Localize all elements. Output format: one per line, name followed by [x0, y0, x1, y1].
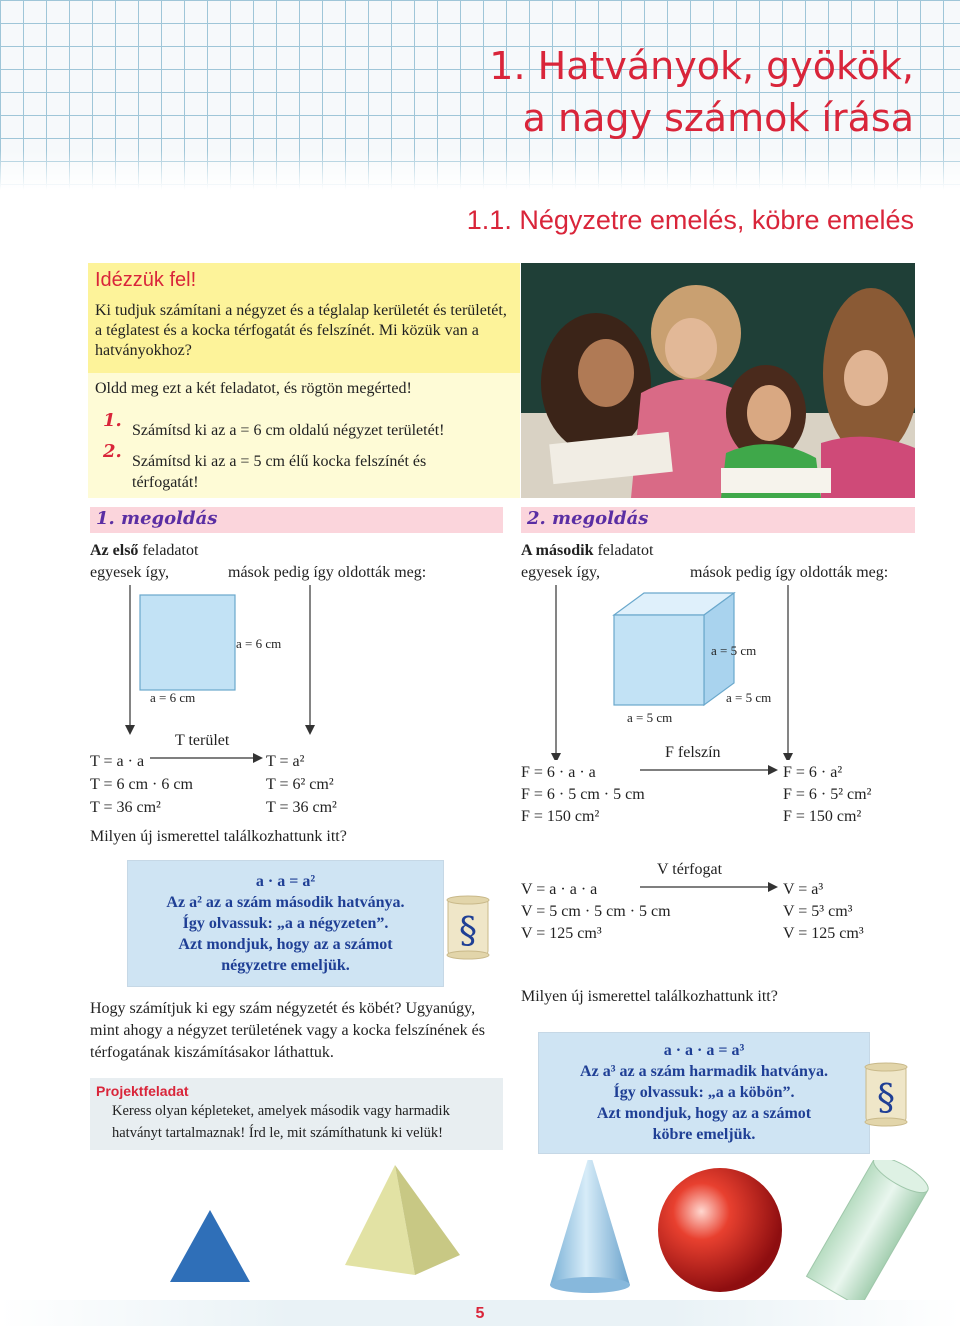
- project-text: Keress olyan képleteket, amelyek második vagy harmadik hatványt tartalmaznak! Írd le, mit számíthatunk ki velük!: [112, 1103, 450, 1141]
- square-rule-line-1: a · a = a²: [255, 873, 316, 890]
- square-rule-line-3: Így olvassuk: „a a négyzeten”.: [182, 915, 389, 932]
- surface-formula-left-2: F = 6 · 5 cm · 5 cm: [521, 786, 645, 803]
- cube-bottom-label: a = 5 cm: [627, 710, 673, 725]
- task-2-text: [132, 451, 477, 493]
- area-formula-left-1: T = a · a: [90, 753, 145, 770]
- solution-2-intro-bold: A második: [521, 542, 594, 559]
- solution-1-intro-rest: feladatot: [138, 542, 199, 559]
- triangle-shape: [170, 1210, 250, 1282]
- solution-1-intro-bold: Az első: [90, 542, 139, 559]
- solution-1-header: [90, 507, 503, 533]
- surface-formula-left-1: F = 6 · a · a: [521, 764, 596, 781]
- solution-2-header: [521, 507, 915, 533]
- solution-2-col1: egyesek így,: [521, 564, 600, 581]
- recall-box: [88, 263, 520, 373]
- svg-text:§: §: [877, 1078, 895, 1119]
- paragraph-scroll-icon: [442, 895, 494, 960]
- recall-heading: Idézzük fel!: [95, 269, 197, 291]
- cube-rule-line-4: Azt mondjuk, hogy az a számot: [596, 1105, 812, 1122]
- volume-formula-left-1: V = a · a · a: [521, 881, 598, 898]
- surface-formula-right-3: F = 150 cm²: [783, 808, 862, 825]
- cube-rule-line-5: köbre emeljük.: [652, 1126, 756, 1143]
- square-side-bottom-label: a = 6 cm: [150, 690, 196, 705]
- cube-side-right-label: a = 5 cm: [711, 643, 757, 658]
- cube-rule-box: [538, 1032, 870, 1154]
- volume-formula-left-3: V = 125 cm³: [521, 925, 602, 942]
- solution-2-heading: 2. megoldás: [527, 508, 649, 529]
- task-number-1: 1.: [103, 410, 122, 431]
- cube-rule-line-1: a · a · a = a³: [663, 1042, 745, 1059]
- cube-rule-text: [539, 1040, 869, 1145]
- area-formula-right-2: T = 6² cm²: [266, 776, 334, 793]
- square-rule-line-5: négyzetre emeljük.: [221, 957, 350, 974]
- surface-formula-right-2: F = 6 · 5² cm²: [783, 786, 872, 803]
- volume-formulas-right: [783, 879, 864, 945]
- cylinder-shape: [807, 1160, 933, 1300]
- chapter-title: [489, 40, 914, 144]
- classroom-photo: [521, 263, 915, 498]
- solution-2-intro: [521, 540, 653, 562]
- svg-text:§: §: [459, 911, 477, 952]
- area-formulas-left: [90, 750, 193, 819]
- solution-1-heading: 1. megoldás: [96, 508, 218, 529]
- cube-rule-line-2: Az a³ az a szám harmadik hatványa.: [580, 1063, 828, 1080]
- cube-depth-label: a = 5 cm: [726, 690, 772, 705]
- solution-1-intro: [90, 540, 198, 562]
- task-1-text: Számítsd ki az a = 6 cm oldalú négyzet területét!: [132, 422, 445, 439]
- task-number-2: 2.: [103, 441, 122, 462]
- tasks-intro: Oldd meg ezt a két feladatot, és rögtön megérted!: [95, 380, 412, 397]
- solution-1-paragraph: Hogy számítjuk ki egy szám négyzetét és köbét? Ugyanúgy, mint ahogy a négyzet területének vagy a kocka felszínének és térfogatának kiszámításakor láthattuk.: [90, 1000, 485, 1061]
- sphere-shape: [658, 1168, 782, 1292]
- surface-label: F felszín: [665, 744, 721, 761]
- area-label: T terület: [175, 732, 230, 749]
- solution-2-question: Milyen új ismerettel találkozhattunk itt?: [521, 988, 778, 1005]
- page-number: 5: [475, 1305, 485, 1322]
- surface-formula-left-3: F = 150 cm²: [521, 808, 600, 825]
- cone-shape: [550, 1160, 630, 1293]
- volume-label: V térfogat: [657, 861, 723, 878]
- paragraph-scroll-icon: [860, 1062, 912, 1127]
- surface-formula-right-1: F = 6 · a²: [783, 764, 843, 781]
- grid-fade: [0, 150, 960, 190]
- task-2-text-content: Számítsd ki az a = 5 cm élű kocka felszínét és térfogatát!: [132, 453, 427, 491]
- pyramid-shape: [345, 1165, 460, 1275]
- solution-2-col2: mások pedig így oldották meg:: [690, 564, 889, 581]
- classroom-photo-illustration: [521, 263, 915, 498]
- square-rule-text: [128, 871, 443, 976]
- area-formula-right-3: T = 36 cm²: [266, 799, 337, 816]
- volume-formula-right-3: V = 125 cm³: [783, 925, 864, 942]
- square-rule-line-4: Azt mondjuk, hogy az a számot: [178, 936, 393, 953]
- solution-2-intro-rest: feladatot: [593, 542, 654, 559]
- volume-formula-right-2: V = 5³ cm³: [783, 903, 853, 920]
- chapter-title-line1: 1. Hatványok, gyökök,: [489, 44, 914, 88]
- square-diagram: [90, 585, 510, 735]
- square-side-right-label: a = 6 cm: [236, 636, 282, 651]
- chapter-title-line2: a nagy számok írása: [522, 96, 914, 140]
- solution-1-col2: mások pedig így oldották meg:: [228, 564, 427, 581]
- surface-formulas-right: [783, 762, 871, 828]
- recall-text: Ki tudjuk számítani a négyzet és a téglalap kerületét és területét, a téglatest és a kocka térfogatát és felszínét. Mi közük van a hatványokhoz?: [95, 302, 507, 359]
- geometric-solids-illustration: [0, 1160, 960, 1300]
- project-box: [90, 1078, 503, 1150]
- area-formula-left-3: T = 36 cm²: [90, 799, 161, 816]
- volume-formula-right-1: V = a³: [783, 881, 824, 898]
- surface-formulas-left: [521, 762, 645, 828]
- square-rule-box: [127, 860, 444, 987]
- section-title: 1.1. Négyzetre emelés, köbre emelés: [466, 205, 914, 235]
- cube-rule-line-3: Így olvassuk: „a a köbön”.: [613, 1084, 795, 1101]
- project-heading: Projektfeladat: [96, 1083, 189, 1099]
- volume-formulas-left: [521, 879, 671, 945]
- area-formulas-right: [266, 750, 337, 819]
- area-formula-right-1: T = a²: [266, 753, 305, 770]
- surface-arrow: [640, 764, 780, 776]
- cube-diagram: [521, 585, 921, 760]
- square-shape: [140, 595, 235, 690]
- solution-1-col1: egyesek így,: [90, 564, 169, 581]
- area-formula-left-2: T = 6 cm · 6 cm: [90, 776, 193, 793]
- solution-1-question: Milyen új ismerettel találkozhattunk itt?: [90, 828, 347, 845]
- volume-formula-left-2: V = 5 cm · 5 cm · 5 cm: [521, 903, 671, 920]
- square-rule-line-2: Az a² az a szám második hatványa.: [166, 894, 405, 911]
